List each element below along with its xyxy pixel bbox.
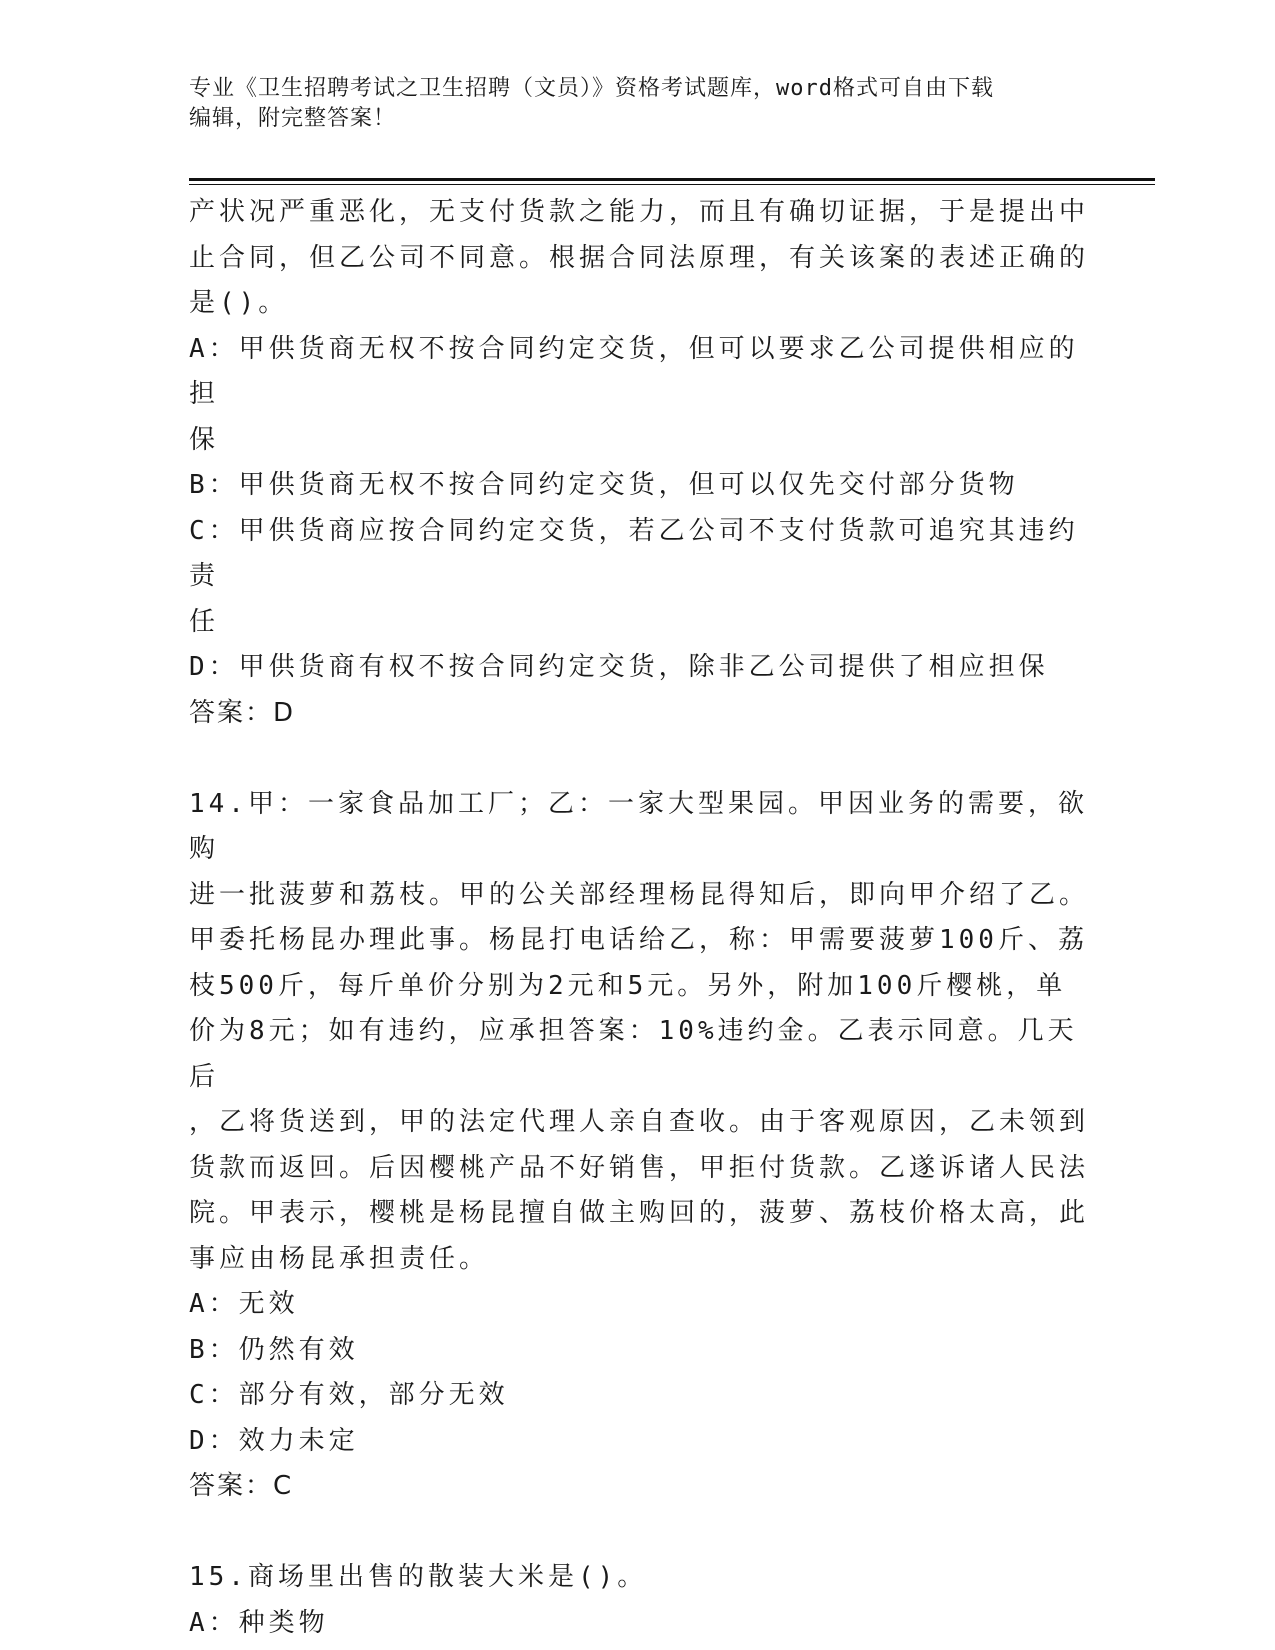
option-c: C：部分有效，部分无效: [189, 1380, 509, 1410]
question-stem-line: 院。甲表示，樱桃是杨昆擅自做主购回的，菠萝、荔枝价格太高，此: [189, 1198, 1090, 1228]
header-line-1: 专业《卫生招聘考试之卫生招聘（文员）》资格考试题库，word格式可自由下载: [189, 76, 994, 101]
option-a: A：甲供货商无权不按合同约定交货，但可以要求乙公司提供相应的担: [189, 333, 1079, 409]
header-line-2: 编辑，附完整答案！: [189, 106, 397, 131]
header-divider-thin: [189, 184, 1155, 185]
option-a: A：种类物: [189, 1607, 329, 1638]
option-a-continued: 保: [189, 424, 220, 455]
option-c: C：甲供货商应按合同约定交货，若乙公司不支付货款可追究其违约责: [189, 515, 1079, 591]
question-stem-line: 产状况严重恶化，无支付货款之能力，而且有确切证据，于是提出中: [189, 197, 1090, 227]
option-a: A：无效: [189, 1289, 299, 1319]
question-stem-line: 14.甲：一家食品加工厂；乙：一家大型果园。甲因业务的需要，欲购: [189, 788, 1088, 864]
question-13: [189, 190, 1089, 736]
option-b: B：甲供货商无权不按合同约定交货，但可以仅先交付部分货物: [189, 470, 1019, 500]
header-divider-thick: [189, 178, 1155, 181]
question-spacer: [189, 1510, 1089, 1556]
question-spacer: [189, 736, 1089, 782]
question-14: [189, 782, 1089, 1510]
document-header: [189, 74, 1089, 134]
option-d: D：效力未定: [189, 1425, 359, 1456]
option-d: D：甲供货商有权不按合同约定交货，除非乙公司提供了相应担保: [189, 652, 1049, 682]
question-stem-line: 事应由杨昆承担责任。: [189, 1243, 490, 1274]
question-stem-line: 是()。: [189, 288, 289, 318]
question-stem-line: 货款而返回。后因樱桃产品不好销售，甲拒付货款。乙遂诉诸人民法: [189, 1152, 1090, 1183]
question-stem-line: 甲委托杨昆办理此事。杨昆打电话给乙，称：甲需要菠萝100斤、荔: [189, 925, 1088, 955]
option-c-continued: 任: [189, 606, 220, 637]
document-body: [189, 190, 1089, 1646]
answer-line: 答案：C: [189, 1471, 294, 1501]
question-stem-line: 枝500斤，每斤单价分别为2元和5元。另外，附加100斤樱桃，单: [189, 970, 1067, 1001]
option-b: B：仍然有效: [189, 1334, 359, 1365]
question-15: [189, 1555, 1089, 1646]
question-stem-line: 15.商场里出售的散装大米是()。: [189, 1562, 648, 1592]
answer-line: 答案：D: [189, 697, 296, 728]
question-stem-line: 价为8元；如有违约，应承担答案：10%违约金。乙表示同意。几天后: [189, 1016, 1078, 1092]
question-stem-line: 止合同，但乙公司不同意。根据合同法原理，有关该案的表述正确的: [189, 242, 1090, 273]
question-stem-line: ，乙将货送到，甲的法定代理人亲自查收。由于客观原因，乙未领到: [189, 1107, 1090, 1137]
question-stem-line: 进一批菠萝和荔枝。甲的公关部经理杨昆得知后，即向甲介绍了乙。: [189, 879, 1090, 910]
